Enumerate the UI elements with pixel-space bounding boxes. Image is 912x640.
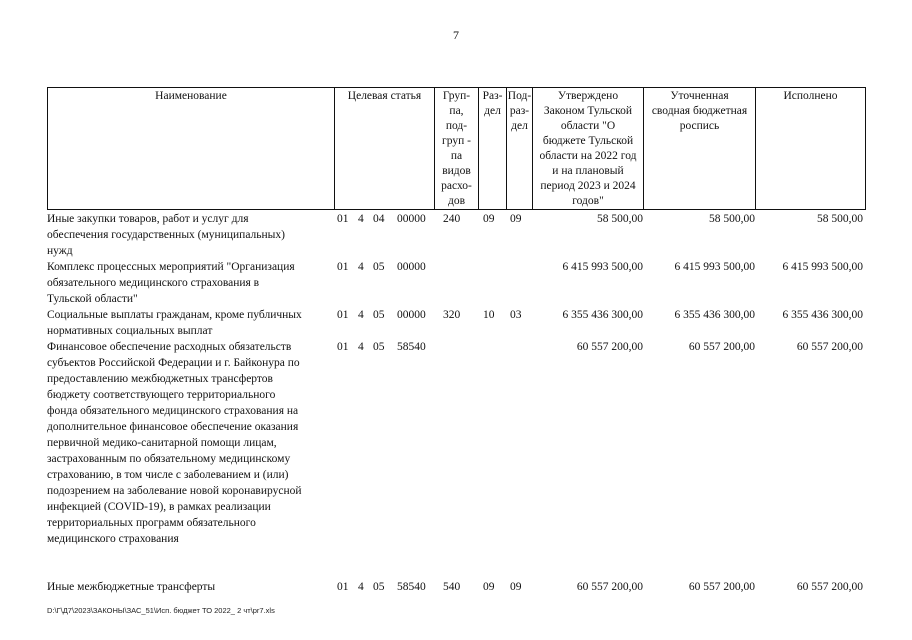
refined-amount: 6 355 436 300,00 <box>674 309 755 321</box>
row-name-line: нормативных социальных выплат <box>47 325 213 337</box>
row-name-line: нужд <box>47 245 73 257</box>
row-name-line: дополнительное финансовое обеспечение оказания <box>47 421 299 433</box>
header-line: области "О <box>560 120 616 132</box>
header-line: Законом Тульской <box>543 105 633 117</box>
header-line: Раз- <box>482 90 503 102</box>
table-header <box>47 87 866 210</box>
header-name: Наименование <box>155 90 227 102</box>
col-border <box>47 87 48 210</box>
code-subprogram: 4 <box>358 309 364 321</box>
code-program: 01 <box>337 309 349 321</box>
row-name-line: территориальных программ обязательного <box>47 517 256 529</box>
row-name-line: Комплекс процессных мероприятий "Организация <box>47 261 295 273</box>
executed-amount: 6 415 993 500,00 <box>782 261 863 273</box>
header-line: годов" <box>572 195 604 207</box>
expense-group: 320 <box>443 309 461 321</box>
header-refined <box>644 89 755 134</box>
approved-amount: 58 500,00 <box>597 213 643 225</box>
page-number: 7 <box>453 28 459 42</box>
subsection-code: 03 <box>510 309 522 321</box>
header-line: па <box>450 150 463 162</box>
row-name-line: Иные межбюджетные трансферты <box>47 581 216 593</box>
header-subsection <box>507 89 532 134</box>
refined-amount: 58 500,00 <box>709 213 755 225</box>
header-group <box>435 89 478 209</box>
header-line: груп - <box>442 135 471 147</box>
refined-amount: 60 557 200,00 <box>688 581 755 593</box>
row-name-line: инфекцией (COVID-19), в рамках реализации <box>47 501 271 513</box>
row-name-line: обеспечения государственных (муниципальных) <box>47 229 285 241</box>
code-subprogram: 4 <box>358 341 364 353</box>
header-line: Груп- <box>442 90 471 102</box>
header-line: и на плановый <box>552 165 624 177</box>
header-line: Уточненная <box>670 90 729 102</box>
header-line: бюджете Тульской <box>542 135 634 147</box>
subsection-code: 09 <box>510 581 522 593</box>
code-direction: 04 <box>373 213 385 225</box>
row-name-line: субъектов Российской Федерации и г. Байконура по <box>47 357 300 369</box>
row-name-line: фонда обязательного медицинского страхования на <box>47 405 299 417</box>
file-path-footer: D:\Г\Д7\2023\ЗАКОНЫ\ЗАС_51\Исп. бюджет ТО 2022_ 2 чт\pr7.xls <box>47 606 275 615</box>
executed-amount: 58 500,00 <box>817 213 863 225</box>
code-program: 01 <box>337 341 349 353</box>
approved-amount: 6 355 436 300,00 <box>562 309 643 321</box>
section-code: 10 <box>483 309 495 321</box>
row-name-line: бюджету соответствующего территориального <box>47 389 276 401</box>
col-border <box>865 87 866 210</box>
executed-amount: 60 557 200,00 <box>796 581 863 593</box>
refined-amount: 60 557 200,00 <box>688 341 755 353</box>
code-subprogram: 4 <box>358 213 364 225</box>
col-border <box>334 87 335 210</box>
row-name-line: обязательного медицинского страхования в <box>47 277 260 289</box>
executed-amount: 6 355 436 300,00 <box>782 309 863 321</box>
code-element: 58540 <box>397 581 426 593</box>
code-direction: 05 <box>373 261 385 273</box>
header-line: Под- <box>507 90 532 102</box>
code-program: 01 <box>337 261 349 273</box>
code-element: 00000 <box>397 213 426 225</box>
header-executed: Исполнено <box>783 90 838 102</box>
row-name-line: медицинского страхования <box>47 533 179 545</box>
code-direction: 05 <box>373 309 385 321</box>
refined-amount: 6 415 993 500,00 <box>674 261 755 273</box>
header-line: период 2023 и 2024 <box>540 180 636 192</box>
row-name-line: первичной медико-санитарной помощи лицам, <box>47 437 277 449</box>
approved-amount: 60 557 200,00 <box>576 581 643 593</box>
header-line: области на 2022 год <box>539 150 637 162</box>
code-element: 00000 <box>397 261 426 273</box>
row-name-line: подозрением на заболевание новой коронавирусной <box>47 485 302 497</box>
expense-group: 540 <box>443 581 461 593</box>
code-program: 01 <box>337 213 349 225</box>
code-subprogram: 4 <box>358 581 364 593</box>
row-name-line: Тульской области" <box>47 293 138 305</box>
header-line: па, <box>449 105 464 117</box>
header-line: под- <box>445 120 468 132</box>
header-line: Утверждено <box>557 90 619 102</box>
header-line: сводная бюджетная <box>651 105 748 117</box>
row-name <box>47 211 333 259</box>
row-name-line: страхованию, в том числе с заболеванием и (или) <box>47 469 289 481</box>
code-element: 58540 <box>397 341 426 353</box>
code-direction: 05 <box>373 581 385 593</box>
row-name-line: предоставлению межбюджетных трансфертов <box>47 373 273 385</box>
section-code: 09 <box>483 581 495 593</box>
header-line: видов <box>442 165 471 177</box>
section-code: 09 <box>483 213 495 225</box>
header-line: роспись <box>679 120 720 132</box>
subsection-code: 09 <box>510 213 522 225</box>
header-top-border <box>47 87 866 88</box>
row-name <box>47 259 333 307</box>
header-line: расхо- <box>441 180 472 192</box>
row-name-line: Социальные выплаты гражданам, кроме публичных <box>47 309 302 321</box>
code-program: 01 <box>337 581 349 593</box>
row-name-line: Иные закупки товаров, работ и услуг для <box>47 213 249 225</box>
row-name <box>47 339 333 547</box>
expense-group: 240 <box>443 213 461 225</box>
col-border <box>755 87 756 210</box>
code-subprogram: 4 <box>358 261 364 273</box>
header-target-article: Целевая статья <box>347 90 422 102</box>
header-section <box>479 89 506 119</box>
code-direction: 05 <box>373 341 385 353</box>
row-name-line: Финансовое обеспечение расходных обязательств <box>47 341 292 353</box>
row-name-line: застрахованным по обязательному медицинскому <box>47 453 291 465</box>
header-line: дел <box>484 105 501 117</box>
header-line: раз- <box>509 105 530 117</box>
header-bottom-border <box>47 209 866 210</box>
code-element: 00000 <box>397 309 426 321</box>
executed-amount: 60 557 200,00 <box>796 341 863 353</box>
row-name <box>47 579 333 595</box>
header-line: дов <box>447 195 466 207</box>
header-approved <box>533 89 643 209</box>
approved-amount: 60 557 200,00 <box>576 341 643 353</box>
header-line: дел <box>511 120 528 132</box>
row-name <box>47 307 333 339</box>
approved-amount: 6 415 993 500,00 <box>562 261 643 273</box>
